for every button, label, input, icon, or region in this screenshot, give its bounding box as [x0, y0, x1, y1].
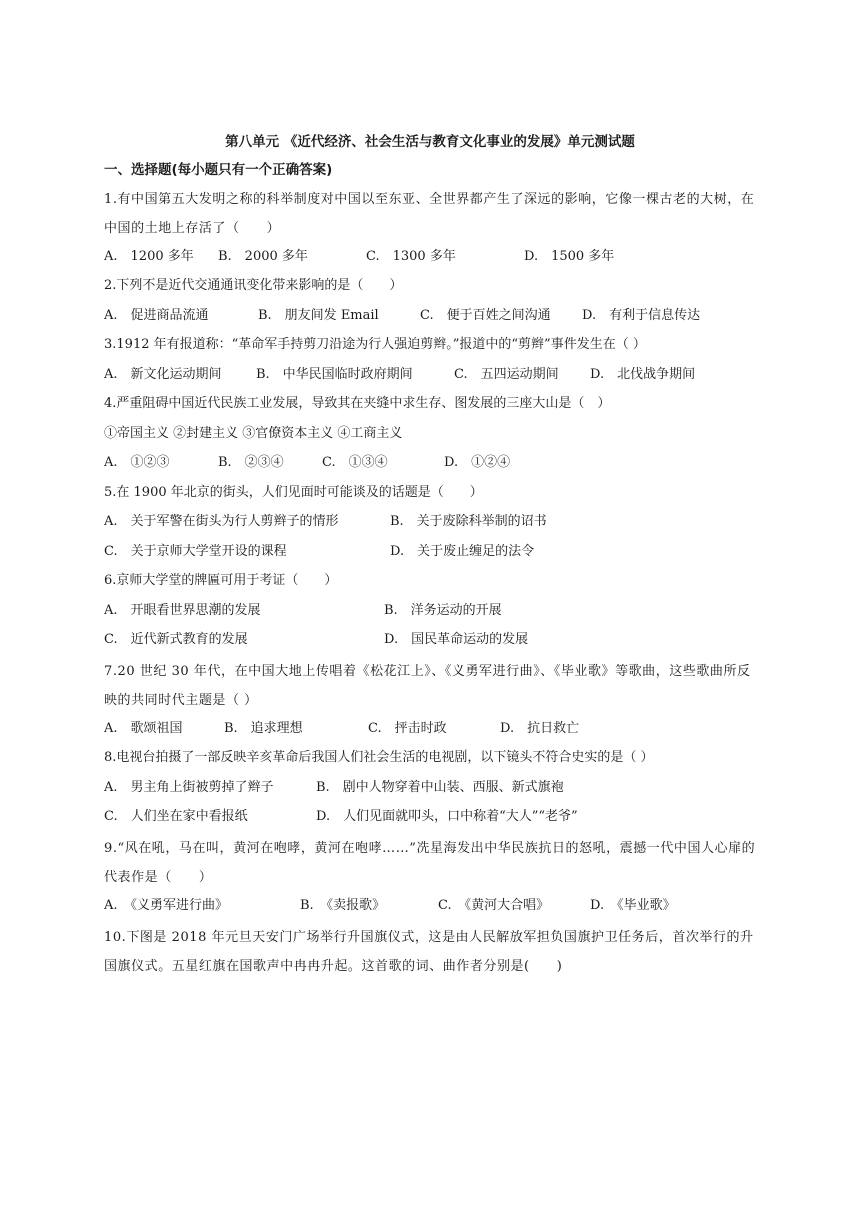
q7-option-d: D. 抗日救亡	[500, 721, 580, 736]
question-10-stem: 10.下图是 2018 年元旦天安门广场举行升国旗仪式，这是由人民解放军担负国旗护卫任务后，首次举行的升国旗仪式。五星红旗在国歌声中冉冉升起。这首歌的词、曲作者分别是( )	[104, 930, 754, 974]
q6-option-a: A. 开眼看世界思潮的发展	[104, 603, 261, 618]
q1-option-d: D. 1500 多年	[524, 249, 615, 264]
q9-option-a: A. 《义勇军进行曲》	[104, 898, 229, 913]
q9-option-b: B. 《卖报歌》	[300, 898, 386, 913]
q5-option-c: C. 关于京师大学堂开设的课程	[104, 544, 287, 559]
q8-option-a: A. 男主角上街被剪掉了辫子	[104, 780, 274, 795]
q4-option-c: C. ①③④	[322, 455, 388, 470]
q2-option-a: A. 促进商品流通	[104, 308, 209, 323]
q6-option-d: D. 国民革命运动的发展	[384, 632, 529, 647]
q2-option-c: C. 便于百姓之间沟通	[420, 308, 551, 323]
q3-option-a: A. 新文化运动期间	[104, 367, 222, 382]
q5-option-a: A. 关于军警在街头为行人剪辫子的情形	[104, 514, 339, 529]
q4-option-a: A. ①②③	[104, 455, 170, 470]
question-7-stem: 7.20 世纪 30 年代，在中国大地上传唱着《松花江上》、《义勇军进行曲》、《毕业歌》等歌曲，这些歌曲所反映的共同时代主题是（ ）	[104, 664, 751, 708]
q5-option-d: D. 关于废止缠足的法令	[390, 544, 535, 559]
q6-option-c: C. 近代新式教育的发展	[104, 632, 248, 647]
question-4-items: ①帝国主义 ②封建主义 ③官僚资本主义 ④工商主义	[104, 426, 403, 441]
question-8-stem: 8.电视台拍摄了一部反映辛亥革命后我国人们社会生活的电视剧，以下镜头不符合史实的是（ ）	[104, 750, 654, 765]
q1-option-b: B. 2000 多年	[218, 249, 308, 264]
q4-option-d: D. ①②④	[444, 455, 511, 470]
q3-option-b: B. 中华民国临时政府期间	[256, 367, 413, 382]
q7-option-c: C. 抨击时政	[368, 721, 447, 736]
q9-option-d: D. 《毕业歌》	[590, 898, 676, 913]
q3-option-d: D. 北伐战争期间	[590, 367, 696, 382]
section-heading: 一、选择题(每小题只有一个正确答案)	[104, 162, 333, 178]
question-9-stem: 9.“风在吼，马在叫，黄河在咆哮，黄河在咆哮……”冼星海发出中华民族抗日的怒吼，震撼一代中国人心扉的代表作是（ ）	[104, 841, 756, 885]
q1-option-a: A. 1200 多年	[104, 249, 194, 264]
q9-option-c: C. 《黄河大合唱》	[438, 898, 550, 913]
question-3-stem: 3.1912 年有报道称：“革命军手持剪刀沿途为行人强迫剪辫。”报道中的“剪辫”事件发生在（ ）	[104, 337, 646, 352]
q8-option-b: B. 剧中人物穿着中山装、西服、新式旗袍	[316, 780, 564, 795]
document-title: 第八单元 《近代经济、社会生活与教育文化事业的发展》单元测试题	[225, 134, 635, 150]
q8-option-d: D. 人们见面就叩头，口中称着“大人”“老爷”	[316, 809, 578, 824]
question-4-stem: 4.严重阻碍中国近代民族工业发展，导致其在夹缝中求生存、图发展的三座大山是（ ）	[104, 396, 611, 411]
q5-option-b: B. 关于废除科举制的诏书	[390, 514, 547, 529]
question-1-stem: 1.有中国第五大发明之称的科举制度对中国以至东亚、全世界都产生了深远的影响，它像一棵古老的大树，在中国的土地上存活了（ ）	[104, 192, 755, 236]
q7-option-a: A. 歌颂祖国	[104, 721, 183, 736]
question-5-stem: 5.在 1900 年北京的街头，人们见面时可能谈及的话题是（ ）	[104, 485, 483, 500]
q2-option-d: D. 有利于信息传达	[582, 308, 701, 323]
q3-option-c: C. 五四运动期间	[454, 367, 559, 382]
q7-option-b: B. 追求理想	[224, 721, 303, 736]
question-2-stem: 2.下列不是近代交通通讯变化带来影响的是（ ）	[104, 278, 403, 293]
q2-option-b: B. 朋友间发 Email	[258, 308, 379, 323]
q4-option-b: B. ②③④	[218, 455, 284, 470]
q1-option-c: C. 1300 多年	[366, 249, 456, 264]
question-6-stem: 6.京师大学堂的牌匾可用于考证（ ）	[104, 573, 338, 588]
q8-option-c: C. 人们坐在家中看报纸	[104, 809, 248, 824]
q6-option-b: B. 洋务运动的开展	[384, 603, 502, 618]
